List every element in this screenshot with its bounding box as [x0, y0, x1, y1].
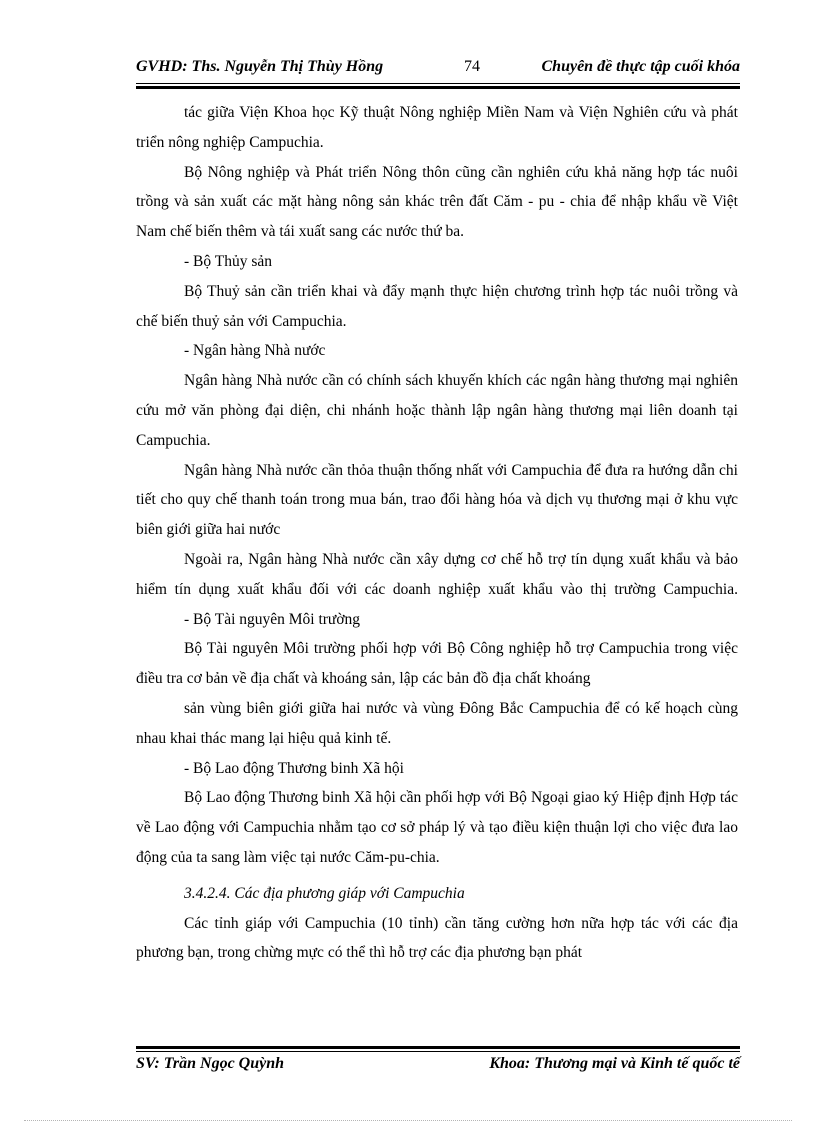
paragraph-13: Bộ Lao động Thương binh Xã hội cần phối hợp với Bộ Ngoại giao ký Hiệp định Hợp tác về Lao động với Campuchia nhằm tạo cơ sở pháp lý và tạo điều kiện thuận lợi cho việc đưa lao động của ta sang làm việc tại nước Căm-pu-chia. — [136, 789, 738, 866]
subheading-natural-resources: - Bộ Tài nguyên Môi trường — [184, 610, 361, 628]
header-title: Chuyên đề thực tập cuối khóa — [541, 58, 740, 75]
paragraph-11: sản vùng biên giới giữa hai nước và vùng Đông Bắc Campuchia để có kế hoạch cùng nhau khai thác mang lại hiệu quả kinh tế. — [136, 699, 738, 747]
paragraph-4: Bộ Thuỷ sản cần triển khai và đẩy mạnh thực hiện chương trình hợp tác nuôi trồng và chế biến thuỷ sản với Campuchia. — [136, 282, 738, 330]
paragraph-7: Ngân hàng Nhà nước cần thỏa thuận thống nhất với Campuchia để đưa ra hướng dẫn chi tiết cho quy chế thanh toán trong mua bán, trao đổi hàng hóa và dịch vụ thương mại ở khu vực biên giới giữa hai nước — [136, 461, 738, 539]
footer-faculty: Khoa: Thương mại và Kinh tế quốc tế — [489, 1055, 740, 1072]
paragraph-8: Ngoài ra, Ngân hàng Nhà nước cần xây dựng cơ chế hỗ trợ tín dụng xuất khẩu và bảo hiểm tín dụng xuất khẩu đối với các doanh nghiệp xuất khẩu vào thị trường Campuchia. — [136, 550, 738, 598]
page-header — [136, 58, 740, 84]
paragraph-14: Các tỉnh giáp với Campuchia (10 tỉnh) cần tăng cường hơn nữa hợp tác với các địa phương bạn, trong chừng mực có thể thì hỗ trợ các địa phương bạn phát — [136, 914, 738, 962]
paragraph-10: Bộ Tài nguyên Môi trường phối hợp với Bộ Công nghiệp hỗ trợ Campuchia trong việc điều tra cơ bản về địa chất và khoáng sản, lập các bản đồ địa chất khoáng — [136, 640, 738, 688]
subheading-fisheries: - Bộ Thủy sản — [184, 252, 272, 270]
header-rule-thin — [136, 83, 740, 84]
section-heading: 3.4.2.4. Các địa phương giáp với Campuchia — [184, 884, 465, 902]
page-footer — [136, 1055, 740, 1079]
footer-rule-thick — [136, 1046, 740, 1049]
subheading-labour: - Bộ Lao động Thương binh Xã hội — [184, 759, 404, 777]
header-rule-thick — [136, 86, 740, 89]
page-body — [136, 98, 738, 968]
subheading-state-bank: - Ngân hàng Nhà nước — [184, 342, 326, 360]
paragraph-1: tác giữa Viện Khoa học Kỹ thuật Nông nghiệp Miền Nam và Viện Nghiên cứu và phát triển nông nghiệp Campuchia. — [136, 104, 738, 151]
paragraph-2: Bộ Nông nghiệp và Phát triển Nông thôn cũng cần nghiên cứu khả năng hợp tác nuôi trồng và sản xuất các mặt hàng nông sản khác trên đất Căm - pu - chia để nhập khẩu về Việt Nam chế biến thêm và tái xuất sang các nước thứ ba. — [136, 163, 738, 241]
page-number: 74 — [464, 58, 480, 75]
page-edge-dotted-line — [24, 1120, 792, 1121]
footer-student: SV: Trần Ngọc Quỳnh — [136, 1055, 285, 1072]
paragraph-6: Ngân hàng Nhà nước cần có chính sách khuyến khích các ngân hàng thương mại nghiên cứu mở văn phòng đại diện, chi nhánh hoặc thành lập ngân hàng thương mại liên doanh tại Campuchia. — [136, 372, 738, 449]
header-advisor: GVHD: Ths. Nguyễn Thị Thùy Hồng — [136, 58, 384, 75]
footer-rule-thin — [136, 1051, 740, 1052]
